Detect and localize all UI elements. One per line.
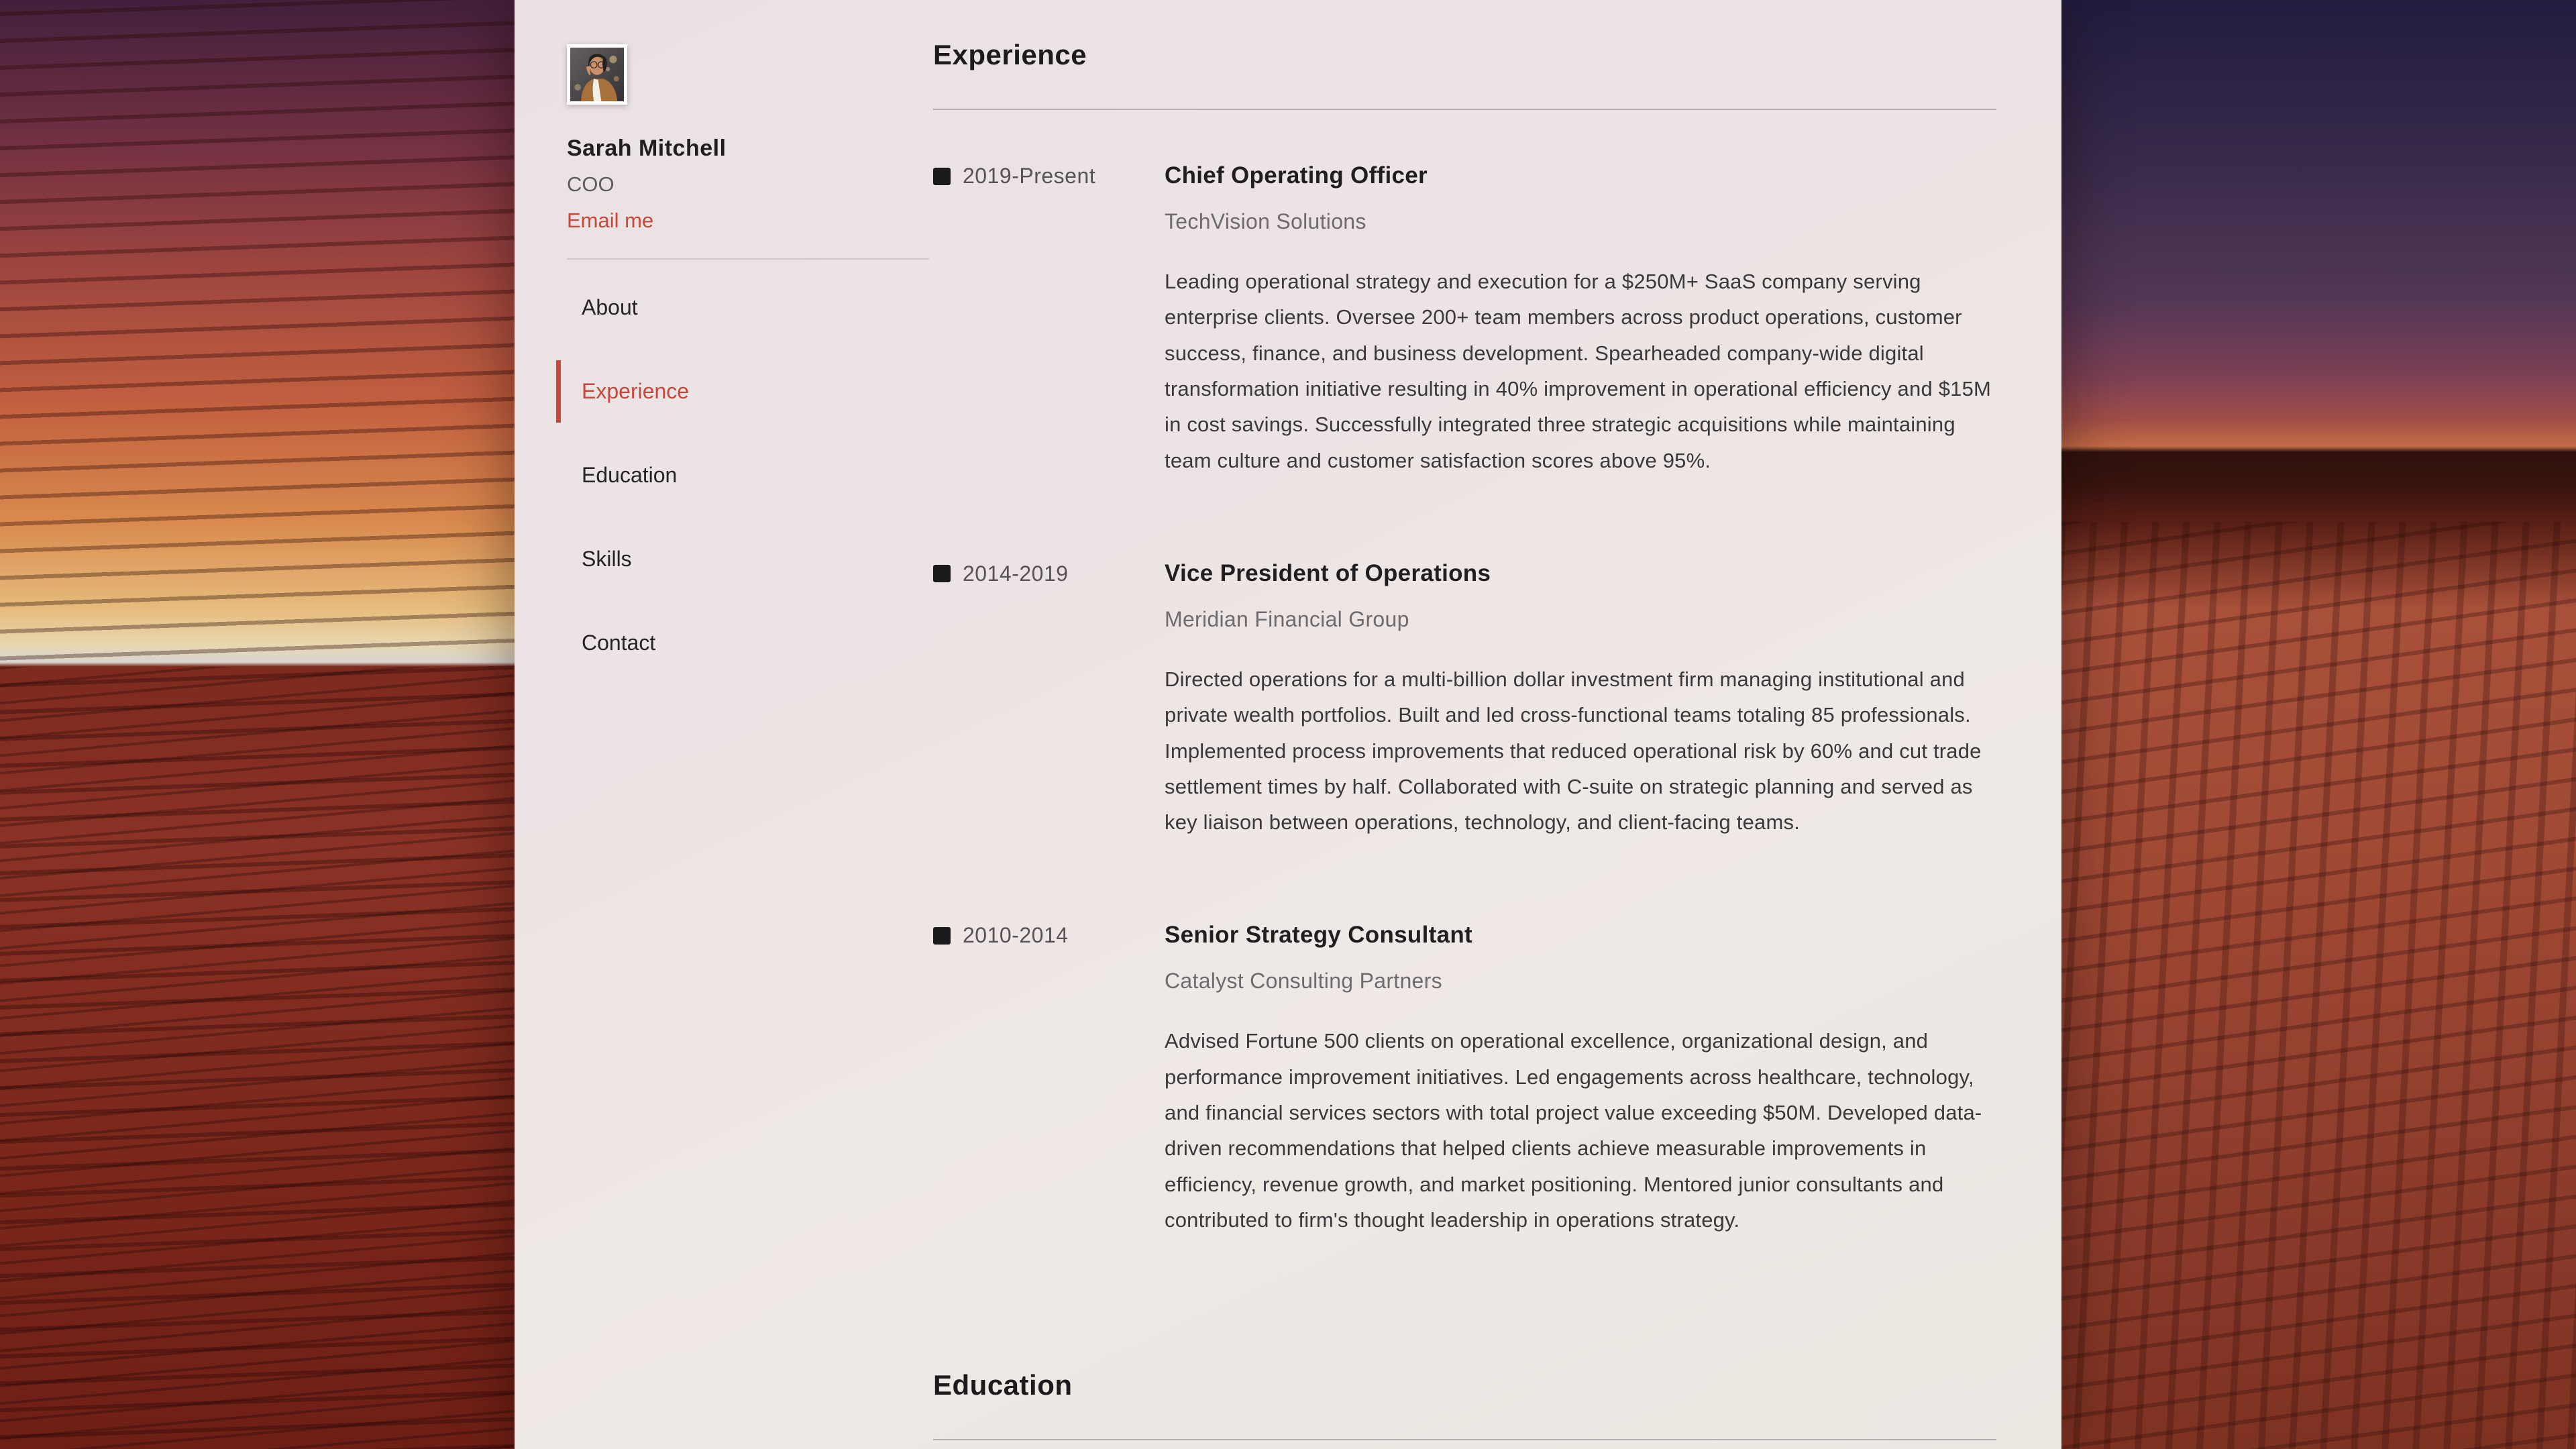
sidebar-divider [567, 258, 929, 260]
company-name: TechVision Solutions [1165, 209, 1366, 233]
job-title: Chief Operating Officer [1165, 162, 1428, 189]
experience-entries [933, 162, 1996, 1238]
job-description: Leading operational strategy and execution for a $250M+ SaaS company serving enterprise clients. Oversee 200+ team members across product operations, customer success, finance, and business development. Spearheaded company-wide digital transformation initiative resulting in 40% improvement in operational efficiency and $15M in cost savings. Successfully integrated three strategic acquisitions while maintaining team culture and customer satisfaction scores above 95%. [1165, 270, 1992, 472]
entry-period [933, 923, 1165, 948]
desert-background-right [2059, 0, 2576, 1449]
sidebar [515, 0, 933, 1449]
period-label: 2010-2014 [963, 923, 1069, 948]
resume-card [515, 0, 2061, 1449]
profile-role: COO [567, 172, 614, 196]
experience-section [933, 39, 1996, 1238]
education-heading-divider [933, 1439, 1996, 1440]
experience-entry [933, 162, 1996, 478]
sidebar-nav [556, 276, 933, 674]
job-description: Advised Fortune 500 clients on operational excellence, organizational design, and performance improvement initiatives. Led engagements across healthcare, technology, and financial services sectors with total project value exceeding $50M. Developed data-driven recommendations that helped clients achieve measurable improvements in efficiency, revenue growth, and market positioning. Mentored junior consultants and contributed to firm's thought leadership in operations strategy. [1165, 1029, 1982, 1232]
entry-period [933, 561, 1165, 586]
desert-background-left [0, 0, 523, 1449]
experience-heading: Experience [933, 39, 1087, 70]
profile-name: Sarah Mitchell [567, 136, 727, 161]
company-name: Meridian Financial Group [1165, 606, 1409, 631]
timeline-square-icon [933, 927, 951, 945]
experience-entry [933, 560, 1996, 841]
nav-item-education[interactable]: Education [582, 463, 678, 487]
education-section [933, 1369, 1996, 1440]
avatar [567, 44, 627, 105]
timeline-square-icon [933, 565, 951, 582]
experience-entry [933, 922, 1996, 1238]
job-title: Vice President of Operations [1165, 559, 1491, 586]
portrait-photo [570, 48, 624, 101]
education-heading: Education [933, 1369, 1073, 1401]
timeline-square-icon [933, 168, 951, 185]
nav-item-experience[interactable]: Experience [556, 360, 838, 423]
entry-period [933, 164, 1165, 189]
main-content [933, 0, 2061, 1449]
experience-heading-divider [933, 109, 1996, 110]
nav-item-about[interactable]: About [582, 295, 638, 319]
nav-item-skills[interactable]: Skills [582, 547, 632, 571]
period-label: 2014-2019 [963, 561, 1069, 586]
nav-item-contact[interactable]: Contact [582, 631, 656, 655]
job-title: Senior Strategy Consultant [1165, 922, 1472, 949]
company-name: Catalyst Consulting Partners [1165, 969, 1442, 994]
period-label: 2019-Present [963, 164, 1096, 188]
job-description: Directed operations for a multi-billion dollar investment firm managing institutional and private wealth portfolios. Built and led cross-functional teams totaling 85 professionals. Implemented process improvements that reduced operational risk by 60% and cut trade settlement times by half. Collaborated with C-suite on strategic planning and served as key liaison between operations, technology, and client-facing teams. [1165, 667, 1982, 835]
email-link[interactable]: Email me [567, 209, 654, 232]
